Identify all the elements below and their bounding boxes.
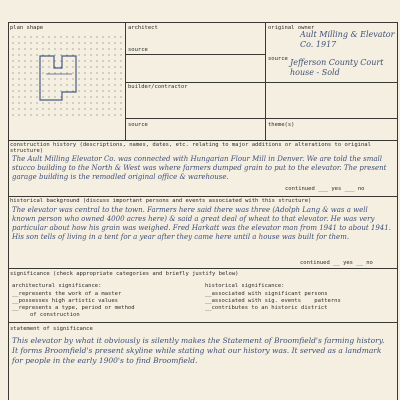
owner-handwriting: Ault Milling & Elevator Co. 1917 — [300, 30, 395, 49]
source-label-2: source — [128, 122, 148, 128]
line-theme — [265, 118, 398, 119]
line-builder — [125, 82, 398, 83]
line-significance — [8, 268, 398, 269]
architect-label: architect — [128, 25, 158, 31]
hist-sig-label: historical significance: — [205, 283, 285, 289]
top-border — [8, 22, 398, 23]
left-border — [8, 22, 9, 400]
line-source2 — [125, 118, 265, 119]
source-label-3: source — [268, 56, 288, 62]
background-handwriting: The elevator was central to the town. Farmers here said there was three (Adolph Lang & was a well known person who owned 4000 acres here) & said a great deal of wheat to that elevator. He was very particular about how his grain was weighed. Fred Harkatt was the elevator man from 1941 to about 1941. His son tells of living in a tent for a year after they came here until a house was built for them. — [12, 206, 391, 241]
background-label: historical background (discuss important persons and events associated with this structure) — [10, 198, 312, 204]
plan-shape-sketch — [32, 52, 82, 104]
divider-plan — [125, 22, 126, 140]
line-history — [8, 140, 398, 141]
original-owner-label: original owner — [268, 25, 315, 31]
history-label: construction history (descriptions, names, dates, etc. relating to major additions or alterations to original structure) — [10, 142, 371, 154]
divider-owner — [265, 22, 266, 140]
source-handwriting: Jefferson County Court house - Sold — [290, 58, 384, 77]
line-statement — [8, 322, 398, 323]
arch-item-3[interactable]: __represents a type, period or method — [12, 305, 135, 311]
hist-item-1[interactable]: __associated with significant persons — [205, 291, 328, 297]
right-border — [397, 22, 398, 400]
hist-item-2[interactable]: __associated with sig. events patterns — [205, 298, 341, 304]
statement-handwriting: This elevator by what it obviously is silently makes the Statement of Broomfield's farming history. It forms Broomfield's present skyline while stating what our history was. It served as a landmark for people in the early 1900's to find Broomfield. — [12, 336, 385, 365]
source-label-1: source — [128, 47, 148, 53]
theme-label: theme(s) — [268, 122, 295, 128]
continued-label-1: continued ___ yes ___ no — [285, 186, 365, 192]
line-background — [8, 196, 398, 197]
builder-label: builder/contractor — [128, 84, 188, 90]
arch-item-2[interactable]: __possesses high artistic values — [12, 298, 118, 304]
history-handwriting: The Ault Milling Elevator Co. was connected with Hungarian Flour Mill in Denver. We are told the small stucco building to the North & West was where farmers dumped grain to put to the elevator. The present garage building is the remodled original office & warehouse. — [12, 155, 387, 181]
continued-label-2: continued __ yes __ no — [300, 260, 373, 266]
hist-item-3[interactable]: __contributes to an historic district — [205, 305, 328, 311]
arch-item-4: of construction — [30, 312, 80, 318]
plan-shape-label: plan shape — [10, 25, 44, 31]
arch-sig-label: architectural significance: — [12, 283, 102, 289]
significance-label: significance (check appropriate categories and briefly justify below) — [10, 271, 239, 277]
arch-item-1[interactable]: __represents the work of a master — [12, 291, 122, 297]
statement-label: statement of significance — [10, 326, 93, 332]
line-architect — [125, 54, 265, 55]
